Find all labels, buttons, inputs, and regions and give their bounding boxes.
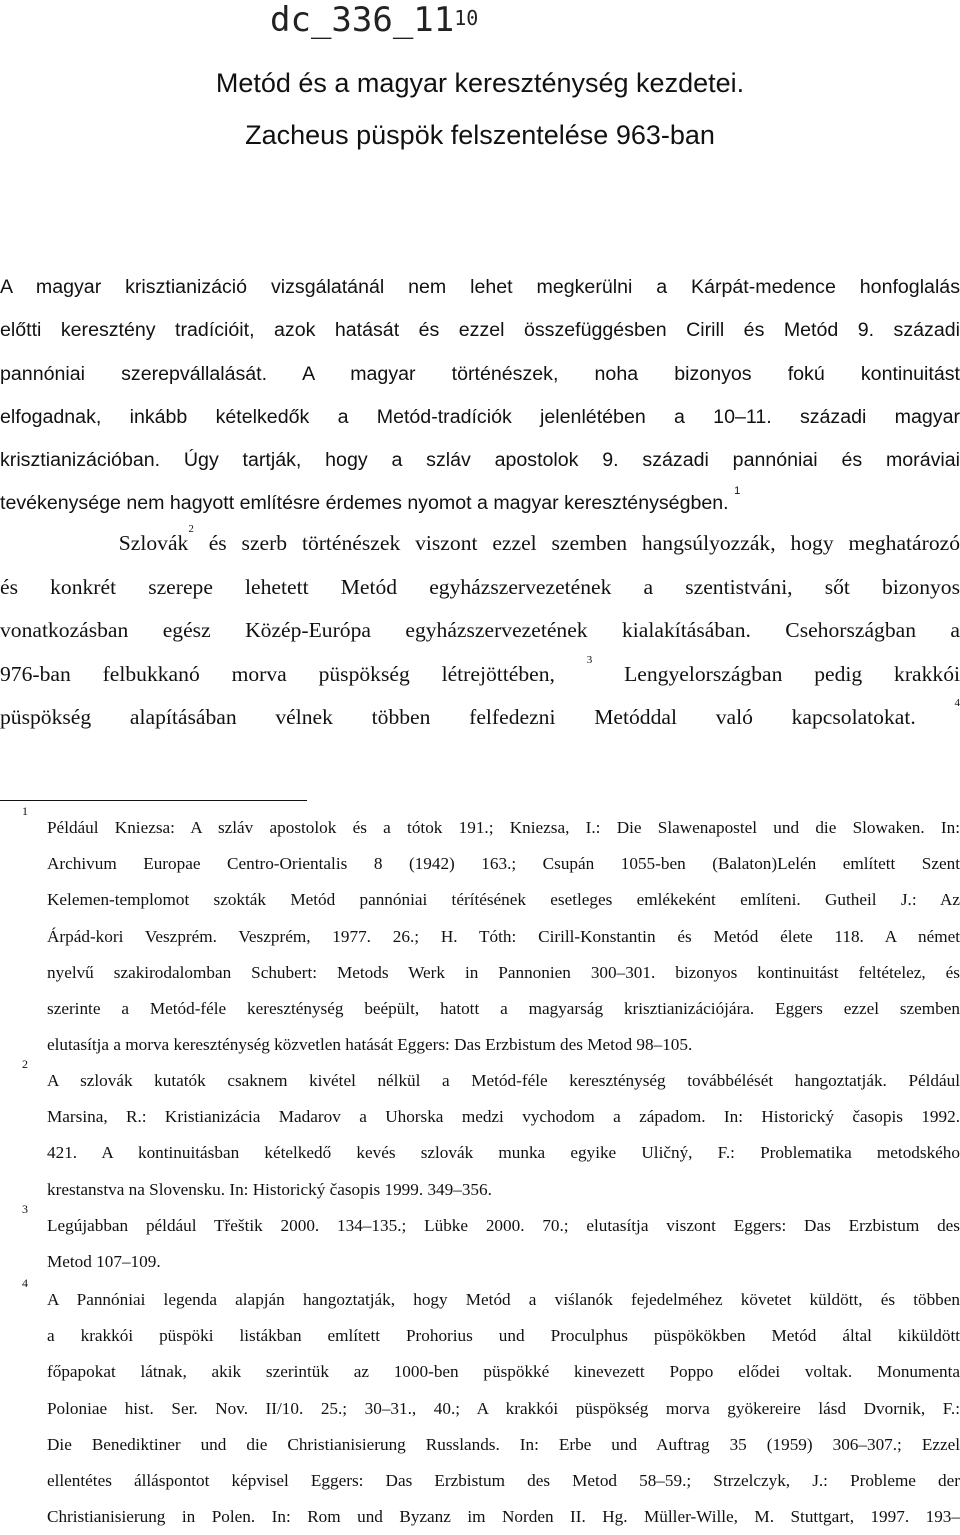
footnote-line: A szlovák kutatók csaknem kivétel nélkül a Metód-féle kereszténység továbbélését hangoztatják. Például — [47, 1063, 960, 1099]
footnote-line: ellentétes álláspontot képvisel Eggers: Das Erzbistum des Metod 58–59.; Strzelczyk, J.: Probleme der — [47, 1463, 960, 1499]
footnote-line: nyelvű szakirodalomban Schubert: Metods Werk in Pannonien 300–301. bizonyos kontinuitást feltételez, és — [47, 955, 960, 991]
paragraph-1 — [0, 266, 960, 526]
paragraph-line: és konkrét szerepe lehetett Metód egyházszervezetének a szentistváni, sőt bizonyos — [0, 566, 960, 610]
footnote-number: 2 — [22, 1057, 28, 1072]
footnote-line: Kelemen-templomot szokták Metód pannóniai térítésének esetleges emlékeként említeni. Gutheil J.: Az — [47, 882, 960, 918]
paragraph-line-text: Lengyelországban pedig krakkói — [624, 662, 960, 686]
footnote-line: Archivum Europae Centro-Orientalis 8 (1942) 163.; Csupán 1055-ben (Balaton)Lelén említett Szent — [47, 846, 960, 882]
footnote-separator — [0, 800, 307, 801]
paragraph-line: vonatkozásban egész Közép-Európa egyházszervezetének kialakításában. Csehországban a — [0, 609, 960, 653]
paragraph-line-text: és szerb történészek viszont ezzel szemben hangsúlyozzák, hogy meghatározó — [209, 531, 960, 555]
footnote-number: 1 — [22, 804, 28, 819]
footnote-number: 4 — [22, 1276, 28, 1291]
footnote-ref-1[interactable]: 1 — [734, 485, 740, 497]
footnote-line: szerinte a Metód-féle kereszténység beépült, hatott a magyarság krisztianizációjára. Eggers ezzel szemben — [47, 991, 960, 1027]
paragraph-line — [0, 696, 960, 740]
footnote-line: Árpád-kori Veszprém. Veszprém, 1977. 26.; H. Tóth: Cirill-Konstantin és Metód élete 118. A német — [47, 919, 960, 955]
footnote-line: 421. A kontinuitásban kételkedő kevés szlovák munka egyike Uličný, F.: Problematika metodského — [47, 1135, 960, 1171]
footnote-ref-2[interactable]: 2 — [188, 523, 194, 535]
footnote-line: elutasítja a morva kereszténység közvetlen hatását Eggers: Das Erzbistum des Metod 98–105. — [47, 1027, 960, 1063]
footnote-1 — [0, 810, 960, 1063]
footnote-line: A Pannóniai legenda alapján hangoztatják, hogy Metód a viślanók fejedelméhez követet küldött, és többen — [47, 1282, 960, 1318]
paragraph-line-text: 976-ban felbukkanó morva püspökség létrejöttében, — [0, 662, 555, 686]
paragraph-line — [0, 522, 960, 566]
footnote-line: a krakkói püspöki listákban említett Prohorius und Proculphus püspökökben Metód által kiküldött — [47, 1318, 960, 1354]
footnote-ref-4[interactable]: 4 — [955, 697, 960, 709]
footnote-3 — [0, 1208, 960, 1280]
footnote-line: Die Benediktiner und die Christianisierung Russlands. In: Erbe und Auftrag 35 (1959) 306–307.; Ezzel — [47, 1427, 960, 1463]
title-line-2: Zacheus püspök felszentelése 963-ban — [0, 120, 960, 151]
paragraph-line: A magyar krisztianizáció vizsgálatánál nem lehet megkerülni a Kárpát-medence honfoglalás — [0, 266, 960, 309]
paragraph-line: krisztianizációban. Úgy tartják, hogy a szláv apostolok 9. századi pannóniai és moráviai — [0, 439, 960, 482]
paragraph-line — [0, 653, 960, 697]
title-line-1: Metód és a magyar kereszténység kezdetei. — [0, 68, 960, 99]
footnote-line: Poloniae hist. Ser. Nov. II/10. 25.; 30–31., 40.; A krakkói püspökség morva gyökereire lásd Dvornik, F.: — [47, 1391, 960, 1427]
page-number: 10 — [454, 6, 478, 30]
footnote-line: Legújabban például Třeštik 2000. 134–135.; Lübke 2000. 70.; elutasítja viszont Eggers: Das Erzbistum des — [47, 1208, 960, 1244]
paragraph-line-text: Szlovák — [119, 531, 189, 555]
paragraph-line: pannóniai szerepvállalását. A magyar történészek, noha bizonyos fokú kontinuitást — [0, 353, 960, 396]
document-id-text: dc_336_11 — [270, 0, 454, 40]
paragraph-line-text: tevékenysége nem hagyott említésre érdemes nyomot a magyar kereszténységben. — [0, 492, 729, 514]
footnote-2 — [0, 1063, 960, 1208]
footnote-line: Metod 107–109. — [47, 1244, 960, 1280]
footnote-line: Marsina, R.: Kristianizácia Madarov a Uhorska medzi vychodom a západom. In: Historický časopis 1992. — [47, 1099, 960, 1135]
document-id — [270, 0, 478, 40]
paragraph-line: előtti keresztény tradícióit, azok hatását és ezzel összefüggésben Cirill és Metód 9. századi — [0, 309, 960, 352]
footnote-4 — [0, 1282, 960, 1535]
footnote-line: krestanstva na Slovensku. In: Historický časopis 1999. 349–356. — [47, 1172, 960, 1208]
footnote-ref-3[interactable]: 3 — [587, 654, 593, 666]
paragraph-2 — [0, 522, 960, 740]
footnote-number: 3 — [22, 1202, 28, 1217]
footnote-line: főpapokat látnak, akik szerintük az 1000-ben püspökké kinevezett Poppo elődei voltak. Monumenta — [47, 1354, 960, 1390]
paragraph-line-text: püspökség alapításában vélnek többen felfedezni Metóddal való kapcsolatokat. — [0, 705, 916, 729]
footnote-line: Például Kniezsa: A szláv apostolok és a tótok 191.; Kniezsa, I.: Die Slawenapostel und die Slowaken. In: — [47, 810, 960, 846]
footnote-line: Christianisierung in Polen. In: Rom und Byzanz im Norden II. Hg. Müller-Wille, M. Stuttgart, 1997. 193– — [47, 1499, 960, 1535]
paragraph-line: elfogadnak, inkább kételkedők a Metód-tradíciók jelenlétében a 10–11. századi magyar — [0, 396, 960, 439]
paragraph-line — [0, 482, 960, 525]
